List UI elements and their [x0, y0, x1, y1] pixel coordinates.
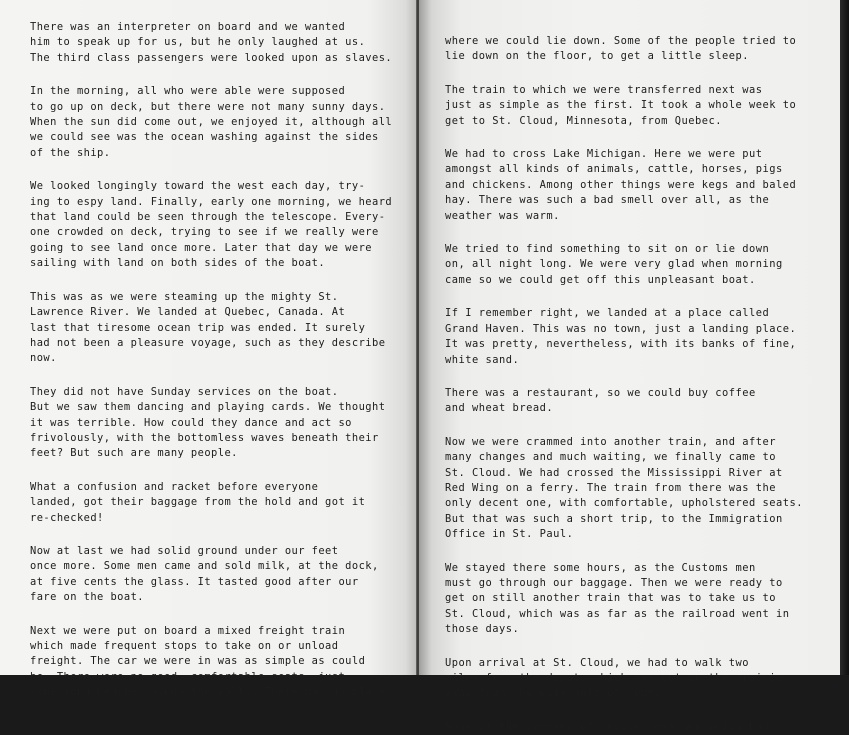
right-paragraph-9: Upon arrival at St. Cloud, we had to walk two miles from the depot, which was out on the prairie, away from the main part of town. [445, 656, 790, 700]
left-paragraph-6: What a confusion and racket before everyone landed, got their baggage from the hold and got it re-checked! [30, 480, 366, 524]
left-paragraph-1: There was an interpreter on board and we wanted him to speak up for us, but he only laughed at us. The third class passengers were looked upon as slaves. [30, 21, 393, 64]
left-paragraph-5: They did not have Sunday services on the boat. But we saw them dancing and playing cards. We thought it was terrible. How could they dance and act so frivolously, with the bottomless waves beneath their feet? But such are many people. [30, 385, 386, 460]
right-page [419, 0, 840, 733]
left-paragraph-4: This was as we were steaming up the mighty St. Lawrence River. We landed at Quebec, Canada. At last that tiresome ocean trip was ended. It surely had not been a pleasure voyage, such as they describe now. [30, 290, 386, 365]
right-paragraph-6: There was a restaurant, so we could buy coffee and wheat bread. [445, 386, 756, 415]
right-paragraph-4: We tried to find something to sit on or lie down on, all night long. We were very glad when morning came so we could get off this unpleasant boat. [445, 243, 783, 286]
right-paragraph-5: If I remember right, we landed at a place called Grand Haven. This was no town, just a landing place. It was pretty, nevertheless, with its banks of fine, white sand. [445, 307, 797, 366]
left-paragraph-7: Now at last we had solid ground under our feet once more. Some men came and sold milk, at the dock, at five cents the glass. It tasted good after our fare on the boat. [30, 544, 379, 604]
left-paragraph-2: In the morning, all who were able were supposed to go up on deck, but there were not many sunny days. When the sun did come out, we enjoyed it, although all we could see was the ocean washing against the sides of the ship. [30, 85, 393, 159]
right-paragraph-10: None of the company of people remained which had [445, 720, 770, 733]
right-paragraph-2: The train to which we were transferred next was just as simple as the first. It took a whole week to get to St. Cloud, Minnesota, from Quebec. [445, 83, 797, 127]
left-paragraph-3: We looked longingly toward the west each day, try- ing to espy land. Finally, early one morning, we heard that land could be seen through the telescope. Every- one crowded on deck, trying to see if we really were going to see land once more. Later that day we were sailing with land on both sides of the boat. [30, 180, 393, 270]
right-paragraph-3: We had to cross Lake Michigan. Here we were put amongst all kinds of animals, cattle, horses, pigs and chickens. Among other things were kegs and baled hay. There was such a bad smell over all, as the weather was warm. [445, 148, 797, 222]
right-paragraph-1: where we could lie down. Some of the people tried to lie down on the floor, to get a little sleep. [445, 35, 797, 63]
left-page [0, 0, 418, 699]
right-paragraph-8: We stayed there some hours, as the Customs men must go through our baggage. Then we were ready to get on still another train that was to take us to St. Cloud, which was as far as the railroad went in those days. [445, 561, 790, 636]
page-edge-shadow [840, 0, 849, 675]
right-paragraph-7: Now we were crammed into another train, and after many changes and much waiting, we finally came to St. Cloud. We had crossed the Mississippi River at Red Wing on a ferry. The train from there was the only decent one, with comfortable, upholstered seats. But that was such a short trip, to the Immigration Office in St. Paul. [445, 435, 804, 541]
left-paragraph-8: Next we were put on board a mixed freight train which made frequent stops to take on or unload freight. The car we were in was as simple as could be. There were no good, comfortable seats, just some long benches along the walls. There was no place [30, 624, 386, 699]
